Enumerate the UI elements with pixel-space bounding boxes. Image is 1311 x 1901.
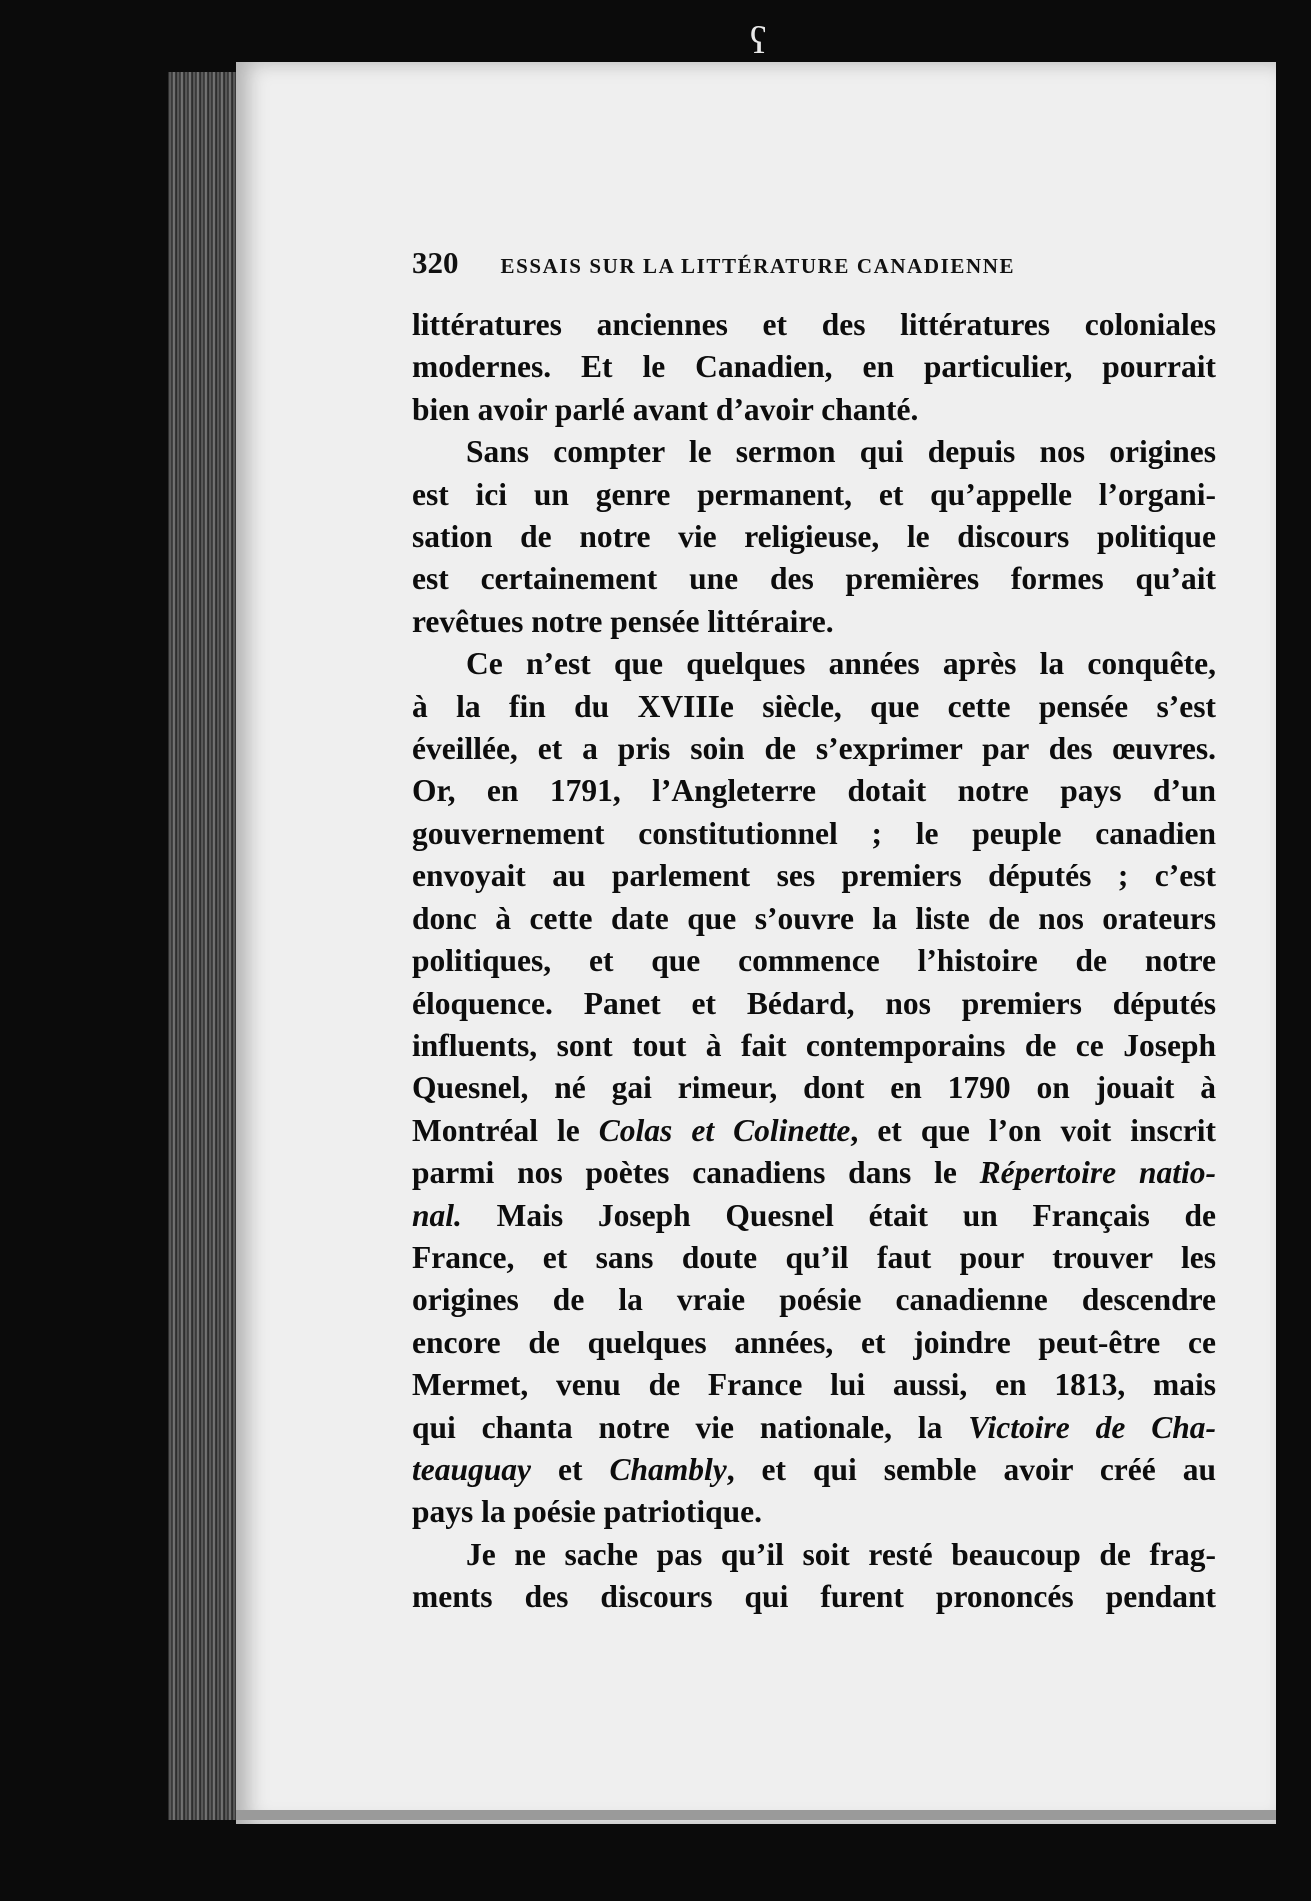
text-line — [412, 770, 1216, 812]
italic-title: Colas et Colinette — [598, 1112, 851, 1148]
text-run: Or, en 1791, l’Angleterre dotait notre pays d’un — [412, 773, 1216, 809]
body-text — [412, 304, 1216, 1619]
text-line — [412, 855, 1216, 897]
text-line — [412, 1534, 1216, 1576]
text-line — [412, 898, 1216, 940]
text-run: politiques, et que commence l’histoire de notre — [412, 943, 1216, 979]
text-run: gouvernement constitutionnel ; le peuple canadien — [412, 815, 1216, 851]
text-line — [412, 1491, 1216, 1533]
text-run: à la fin du XVIIIe siècle, que cette pensée s’est — [412, 688, 1216, 724]
text-run: pays la poésie patriotique. — [412, 1494, 763, 1530]
text-line — [412, 431, 1216, 473]
text-run: revêtues notre pensée littéraire. — [412, 603, 834, 639]
text-line — [412, 389, 1216, 431]
text-line — [412, 1152, 1216, 1194]
text-line — [412, 1025, 1216, 1067]
text-run: Ce n’est que quelques années après la conquête, — [466, 646, 1216, 682]
text-run: , et que l’on voit inscrit — [850, 1112, 1216, 1148]
page-bottom-edge — [236, 1810, 1276, 1820]
text-line — [412, 813, 1216, 855]
text-line — [412, 728, 1216, 770]
text-line — [412, 940, 1216, 982]
text-run: Mermet, venu de France lui aussi, en 1813, mais — [412, 1367, 1216, 1403]
text-run: modernes. Et le Canadien, en particulier, pourrait — [412, 349, 1216, 385]
text-line — [412, 516, 1216, 558]
text-run: Mais Joseph Quesnel était un Français de — [461, 1197, 1216, 1233]
text-run: bien avoir parlé avant d’avoir chanté. — [412, 391, 919, 427]
page-header — [412, 245, 1212, 281]
text-line — [412, 1195, 1216, 1237]
text-run: donc à cette date que s’ouvre la liste de nos orateurs — [412, 900, 1216, 936]
text-run: qui chanta notre vie nationale, la — [412, 1409, 969, 1445]
italic-title: teauguay — [412, 1451, 532, 1487]
text-run: Je ne sache pas qu’il soit resté beaucoup de frag- — [466, 1536, 1216, 1572]
text-run: parmi nos poètes canadiens dans le — [412, 1155, 980, 1191]
text-line — [412, 1067, 1216, 1109]
corner-mark: ʕ — [750, 20, 767, 62]
text-run: Montréal le — [412, 1112, 599, 1148]
page-number: 320 — [412, 245, 459, 280]
text-run: influents, sont tout à fait contemporains de ce Joseph — [412, 1027, 1216, 1063]
text-run: éloquence. Panet et Bédard, nos premiers députés — [412, 985, 1216, 1021]
text-run: France, et sans doute qu’il faut pour trouver les — [412, 1239, 1216, 1275]
text-line — [412, 1237, 1216, 1279]
text-line — [412, 1576, 1216, 1618]
text-run: littératures anciennes et des littératures coloniales — [412, 307, 1216, 342]
text-run: envoyait au parlement ses premiers députés ; c’est — [412, 858, 1216, 894]
text-run: et — [531, 1451, 610, 1487]
text-line — [412, 346, 1216, 388]
text-line — [412, 601, 1216, 643]
italic-title: Répertoire natio- — [979, 1155, 1216, 1191]
text-run: est certainement une des premières formes qu’ait — [412, 561, 1216, 597]
italic-title: Victoire de Cha- — [968, 1409, 1216, 1445]
text-line — [412, 1407, 1216, 1449]
text-run: est ici un genre permanent, et qu’appelle l’organi- — [412, 476, 1216, 512]
text-line — [412, 1322, 1216, 1364]
text-run: origines de la vraie poésie canadienne descendre — [412, 1282, 1216, 1318]
italic-title: Chambly — [609, 1451, 727, 1487]
text-run: Sans compter le sermon qui depuis nos origines — [466, 434, 1216, 470]
text-run: éveillée, et a pris soin de s’exprimer par des œuvres. — [412, 731, 1216, 767]
text-line — [412, 474, 1216, 516]
italic-title: nal. — [412, 1197, 462, 1233]
text-line — [412, 304, 1216, 346]
text-run: , et qui semble avoir créé au — [726, 1451, 1216, 1487]
text-line — [412, 643, 1216, 685]
text-line — [412, 1449, 1216, 1491]
running-title: ESSAIS SUR LA LITTÉRATURE CANADIENNE — [500, 254, 1016, 278]
text-run: sation de notre vie religieuse, le discours politique — [412, 519, 1216, 555]
text-run: Quesnel, né gai rimeur, dont en 1790 on jouait à — [412, 1070, 1216, 1106]
text-line — [412, 686, 1216, 728]
text-line — [412, 1279, 1216, 1321]
text-run: encore de quelques années, et joindre peut-être ce — [412, 1324, 1216, 1360]
text-line — [412, 1110, 1216, 1152]
text-run: ments des discours qui furent prononcés pendant — [412, 1579, 1216, 1615]
text-line — [412, 983, 1216, 1025]
text-line — [412, 1364, 1216, 1406]
text-line — [412, 558, 1216, 600]
